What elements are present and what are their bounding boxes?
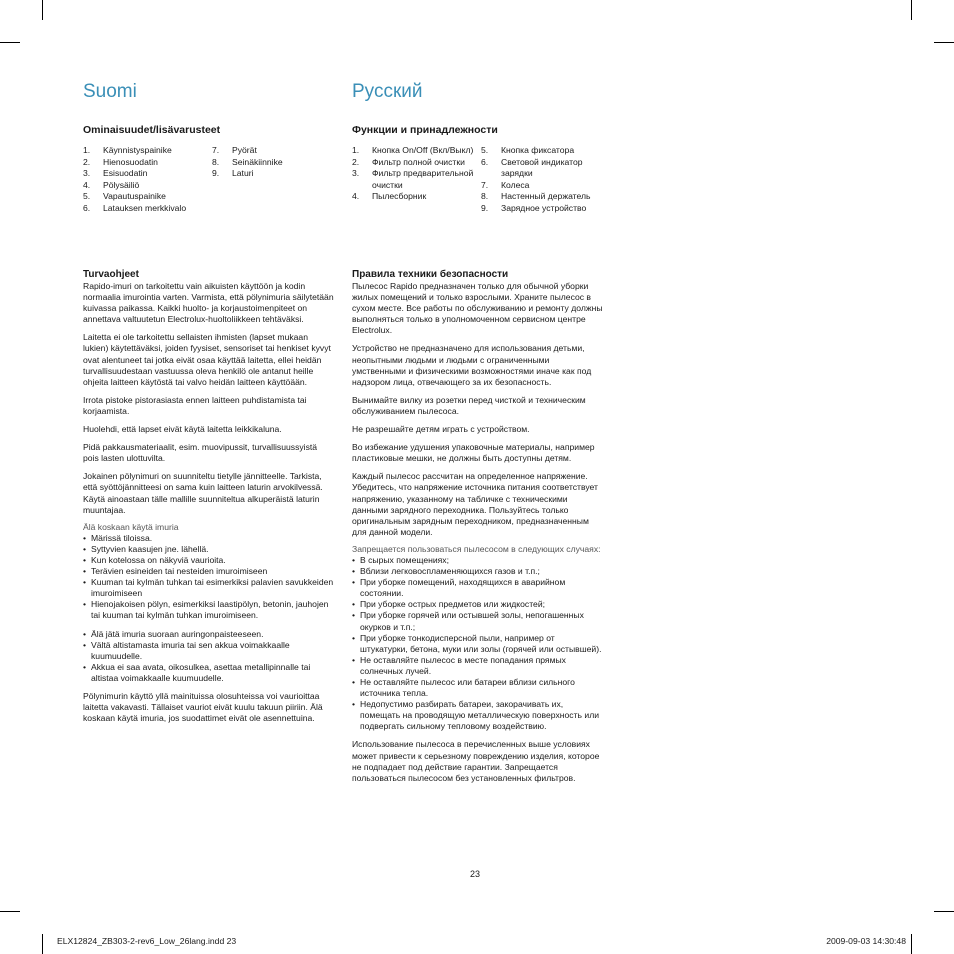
crop-mark [934,42,954,43]
item-label: Фильтр предварительной очистки [372,168,474,190]
bullet-item: • Не оставляйте пылесос в месте попадания прямых солнечных лучей. [352,655,604,677]
finnish-paragraph: Rapido-imuri on tarkoitettu vain aikuisten käyttöön ja kodin normaalia imurointia varten. Varmista, että pölynimuria säilytetään kuivassa paikassa. Kaikki huolto- ja korjaustoimenpiteet on annettava valtuutetun Electrolux-huoltoliikkeen tehtäväksi. [83,281,334,325]
russian-features-list-left [352,145,477,203]
bullet-item: • При уборке острых предметов или жидкостей; [352,599,604,610]
finnish-paragraph: Laitetta ei ole tarkoitettu sellaisten ihmisten (lapset mukaan lukien) käytettäväksi, joiden fyysiset, sensoriset tai henkiset kyvyt ovat alentuneet tai jotka eivät osaa käyttää laitetta, ellei heidän turvallisuudestaan vastuussa oleva henkilö ole antanut heille ohjeita laitteen käytöstä tai valvo heidän laitteen käyttöään. [83,332,331,387]
bullet-item: • Vältä altistamasta imuria tai sen akkua voimakkaalle kuumuudelle. [83,640,335,662]
russian-never-use-heading: Запрещается пользоваться пылесосом в следующих случаях: [352,543,601,554]
finnish-never-use-heading: Älä koskaan käytä imuria [83,521,179,532]
crop-mark [0,911,20,912]
feature-item [83,168,208,180]
russian-paragraph: Вынимайте вилку из розетки перед чисткой и техническим обслуживанием пылесоса. [352,394,586,416]
finnish-features-list-left [83,145,208,215]
item-label: Зарядное устройство [501,202,587,213]
item-number: 9. [212,168,220,179]
russian-features-list-right [481,145,606,215]
footer-file-info: ELX12824_ZB303-2-rev6_Low_26lang.indd 23 [57,936,237,946]
russian-paragraph: Каждый пылесос рассчитан на определенное напряжение. Убедитесь, что напряжение источника питания соответствует напряжению, указанному на табличке с техническими данными зарядного переходника. Пользуйтесь только оригинальным зарядным переходником, предназначенным для данной модели. [352,471,598,537]
finnish-paragraph: Pölynimurin käyttö yllä mainituissa olosuhteissa voi vaurioittaa laitetta vakavasti. Tällaiset vauriot eivät kuulu takuun piiriin. Älä koskaan käytä imuria, jos suodattimet eivät ole asennettuina. [83,691,323,724]
crop-mark [911,0,912,20]
bullet-item: • Kun kotelossa on näkyviä vaurioita. [83,555,335,566]
item-number: 1. [83,145,91,155]
russian-paragraph: Устройство не предназначено для использования детьми, неопытными людьми и людьми с ограниченными умственными и физическими возможностями иначе как под надзором лица, отвечающего за их безопасность. [352,343,592,387]
russian-paragraph: Пылесос Rapido предназначен только для обычной уборки жилых помещений и только взрослыми. Храните пылесос в сухом месте. Все работы по обслуживанию и ремонту должны выполняться только в уполномоченном сервисном центре Electrolux. [352,281,603,336]
item-number: 7. [481,179,489,190]
feature-item [83,180,208,192]
feature-item [83,203,208,215]
item-label: Esisuodatin [103,168,148,179]
russian-title: Русский [352,81,423,102]
finnish-paragraph: Pidä pakkausmateriaalit, esim. muovipussit, turvallisuussyistä pois lasten ulottuvilta. [83,442,318,464]
item-label: Кнопка фиксатора [501,145,575,155]
item-number: 6. [83,202,91,213]
bullet-item: • В сырых помещениях; [352,555,604,566]
feature-item [352,168,477,191]
bullet-item: • При уборке горячей или остывшей золы, непогашенных окурков и т.п.; [352,610,604,632]
feature-item [212,157,332,169]
page-number: 23 [470,869,481,879]
feature-item [352,191,477,203]
finnish-paragraph: Irrota pistoke pistorasiasta ennen laitteen puhdistamista tai korjaamista. [83,394,307,416]
finnish-safety-heading: Turvaohjeet [83,269,139,280]
feature-item [352,145,477,157]
item-number: 1. [352,145,360,155]
item-label: Фильтр полной очистки [372,156,465,167]
feature-item [212,168,332,180]
finnish-safety-section [83,269,335,731]
feature-item [481,191,606,203]
bullet-item: • Hienojakoisen pölyn, esimerkiksi laastipölyn, betonin, jauhojen tai kuuman tai kylmän tuhkan imuroimiseen. [83,599,335,621]
item-number: 4. [352,191,360,202]
item-label: Световой индикатор зарядки [501,156,583,179]
crop-mark [934,911,954,912]
feature-item [83,157,208,169]
item-label: Колеса [501,179,530,190]
russian-features-heading: Функции и принадлежности [352,124,498,136]
item-label: Käynnistyspainike [103,145,172,155]
item-label: Кнопка On/Off (Вкл/Выкл) [372,145,474,155]
item-number: 7. [212,145,220,155]
finnish-never-use-list [83,533,335,622]
item-number: 3. [83,168,91,179]
bullet-item: • Вблизи легковоспламеняющихся газов и т.п.; [352,566,604,577]
finnish-paragraph: Huolehdi, että lapset eivät käytä laitetta leikkikaluna. [83,424,282,435]
crop-mark [42,934,43,954]
item-number: 2. [352,156,360,167]
item-number: 3. [352,168,360,179]
bullet-item: • Märissä tiloissa. [83,533,335,544]
russian-safety-section [352,269,604,791]
finnish-paragraph: Jokainen pölynimuri on suunniteltu tietylle jännitteelle. Tarkista, että syöttöjännitteesi on sama kuin laitteen laturin arvokilvessä. Käytä ainoastaan tälle mallille suunniteltua alkuperäistä laturin muuntajaa. [83,471,323,515]
bullet-item: • Syttyvien kaasujen jne. lähellä. [83,544,335,555]
item-number: 5. [83,191,91,202]
feature-item [352,157,477,169]
bullet-item: • Terävien esineiden tai nesteiden imuroimiseen [83,566,335,577]
item-label: Pölysäiliö [103,179,140,190]
item-label: Laturi [232,168,254,179]
item-number: 2. [83,156,91,167]
bullet-item: • Kuuman tai kylmän tuhkan tai esimerkiksi palavien savukkeiden imuroimiseen [83,577,335,599]
item-number: 5. [481,145,489,155]
feature-item [481,157,606,180]
russian-safety-heading: Правила техники безопасности [352,269,509,280]
item-number: 8. [212,156,220,167]
bullet-item: • Älä jätä imuria suoraan auringonpaisteeseen. [83,629,335,640]
feature-item [481,203,606,215]
feature-item [481,180,606,192]
russian-never-use-list [352,555,604,733]
crop-mark [42,0,43,20]
item-label: Seinäkiinnike [232,156,283,167]
bullet-item: • Akkua ei saa avata, oikosulkea, asettaa metallipinnalle tai altistaa voimakkaalle kuumuudelle. [83,662,335,684]
item-number: 4. [83,179,91,190]
bullet-item: • Не оставляйте пылесос или батареи вблизи сильного источника тепла. [352,677,604,699]
footer-timestamp: 2009-09-03 14:30:48 [826,936,906,946]
russian-paragraph: Использование пылесоса в перечисленных выше условиях может привести к серьезному повреждению изделия, которое не подпадает под действие гарантии. Запрещается пользоваться пылесосом без установленных фильтров. [352,739,600,783]
item-label: Настенный держатель [501,191,591,202]
bullet-item: • При уборке тонкодисперсной пыли, например от штукатурки, бетона, муки или золы (горячей или остывшей). [352,633,604,655]
item-label: Latauksen merkkivalo [103,202,187,213]
finnish-features-list-right [212,145,332,180]
feature-item [83,145,208,157]
item-label: Vapautuspainike [103,191,166,202]
item-number: 9. [481,202,489,213]
feature-item [212,145,332,157]
crop-mark [0,42,20,43]
item-number: 8. [481,191,489,202]
feature-item [83,191,208,203]
item-label: Pyörät [232,145,257,155]
russian-paragraph: Во избежание удушения упаковочные материалы, например пластиковые мешки, не должны быть доступны детям. [352,442,595,464]
russian-paragraph: Не разрешайте детям играть с устройством. [352,424,530,435]
feature-item [481,145,606,157]
bullet-item: • Недопустимо разбирать батареи, закорачивать их, помещать на проводящую металлическую поверхность или подвергать сильному тепловому воздействию. [352,699,604,732]
finnish-title: Suomi [83,81,137,102]
finnish-features-heading: Ominaisuudet/lisävarusteet [83,124,221,136]
item-number: 6. [481,156,489,167]
finnish-warning-list [83,629,335,684]
bullet-item: • При уборке помещений, находящихся в аварийном состоянии. [352,577,604,599]
crop-mark [911,934,912,954]
item-label: Hienosuodatin [103,156,158,167]
item-label: Пылесборник [372,191,427,202]
